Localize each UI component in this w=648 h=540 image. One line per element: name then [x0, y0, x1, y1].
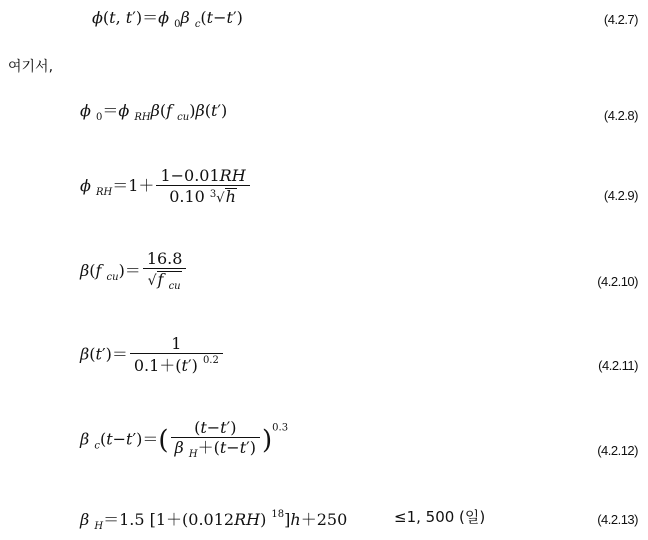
formula-phi-rh: ϕ $_{RH}$＝1＋ $\frac{1-0.01RH}{0.10 ^3√h}$ [80, 168, 252, 205]
formula-beta-h: β $_H$＝1.5 [1＋(0.012RH) $^{18}$]h＋250 [80, 509, 348, 532]
equation-number: (4.2.8) [603, 108, 638, 123]
equation-number: (4.2.12) [597, 443, 638, 458]
equation-number: (4.2.7) [603, 12, 638, 27]
formula-beta-fcu: β(f $_{cu}$)＝ $\frac{16.8}{√f _{cu}}$ [80, 251, 188, 292]
equation-number: (4.2.11) [598, 358, 638, 373]
formula-phi-0: ϕ $_0$＝ϕ $_{RH}$β(f $_{cu}$)β(t′) [80, 101, 228, 123]
formula-phi-t: ϕ(t, t′)＝ϕ $_0$β $_c$(t−t′) [92, 8, 243, 30]
equation-number: (4.2.13) [597, 512, 638, 527]
equation-number: (4.2.10) [597, 274, 638, 289]
formula-beta-t: β(t′)＝ $\frac{1}{0.1+(t') ^{0.2}}$ [80, 336, 225, 374]
limit-text: ≤1, 500 (일) [394, 508, 486, 526]
where-label: 여기서, [8, 59, 54, 75]
equation-number: (4.2.9) [603, 188, 638, 203]
formula-beta-c: β $_c$(t−t′)＝( $\frac{(t-t')}{\beta _H+(t-t')}$ )$^{0.3}$ [80, 418, 289, 460]
